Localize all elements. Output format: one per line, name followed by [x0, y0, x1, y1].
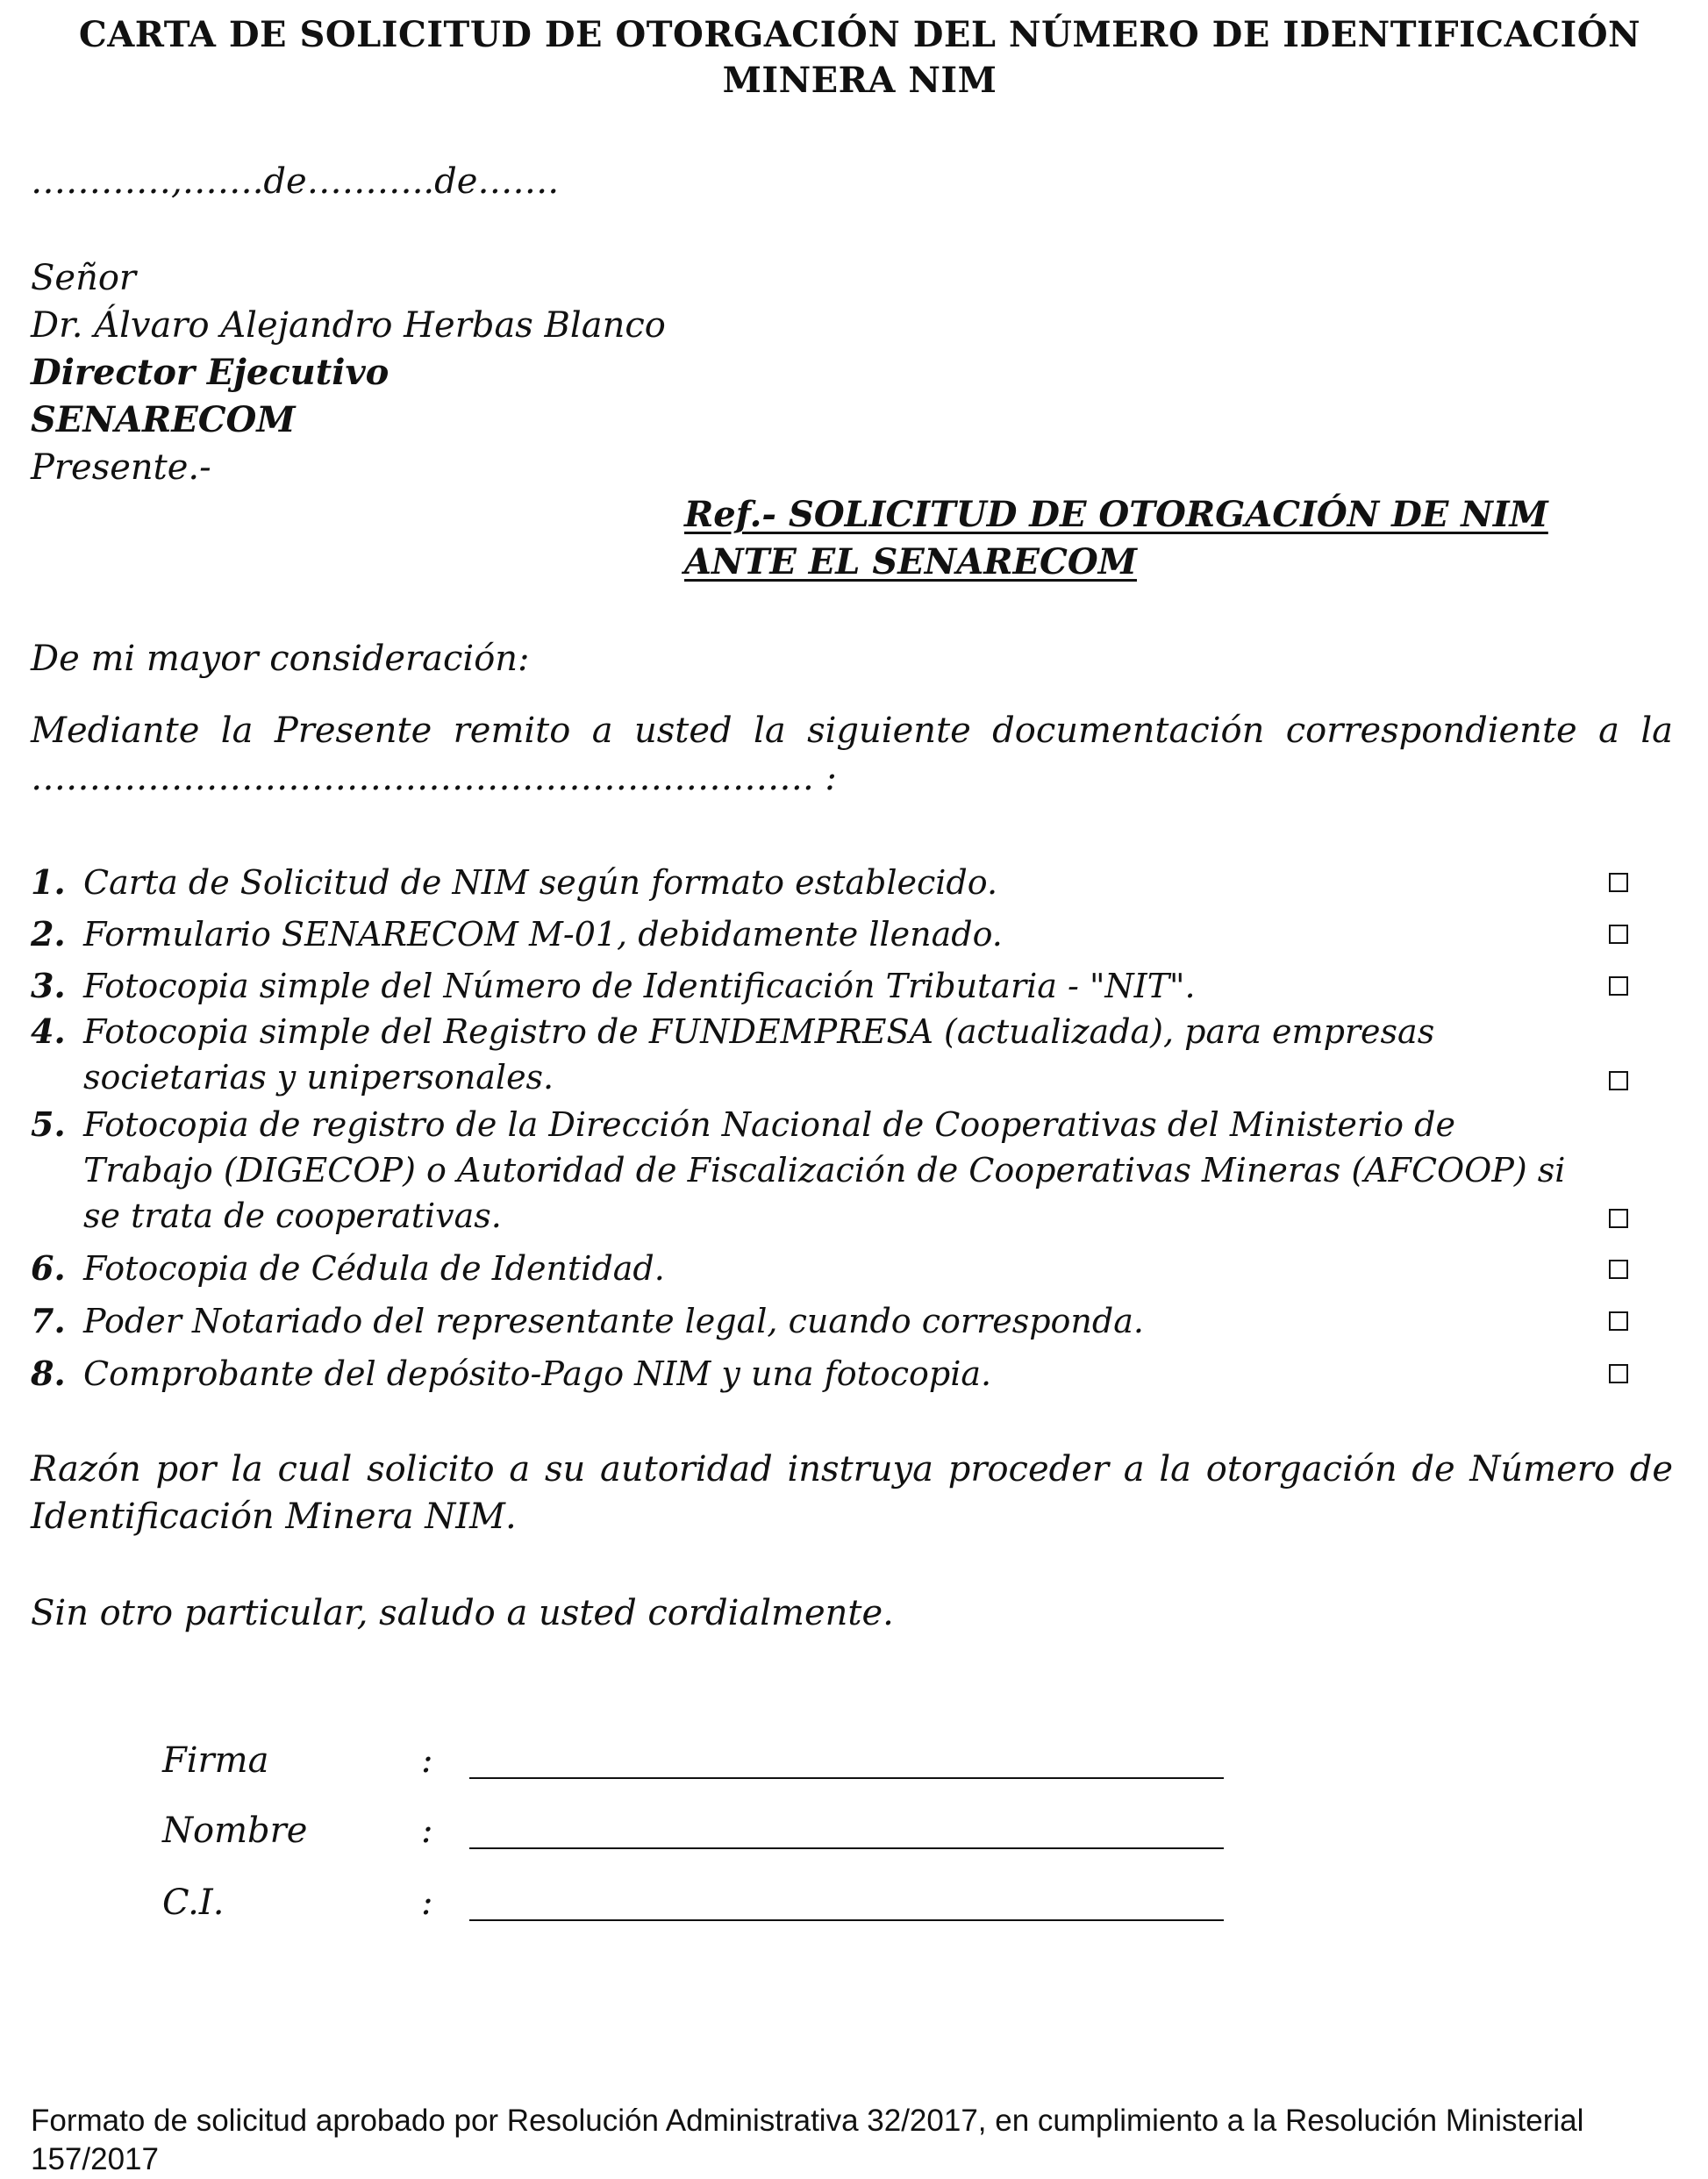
signature-colon: : — [421, 1740, 433, 1781]
checklist-item-text: Fotocopia de Cédula de Identidad. — [83, 1249, 665, 1288]
greeting: De mi mayor consideración: — [31, 639, 530, 679]
ci-label: C.I. — [162, 1883, 225, 1923]
checklist-number: 8. — [31, 1354, 66, 1393]
name-input-line[interactable] — [469, 1847, 1224, 1849]
title-line-1: CARTA DE SOLICITUD DE OTORGACIÓN DEL NÚMERO DE IDENTIFICACIÓN — [78, 14, 1641, 55]
date-line: …………,…….de………..de……. — [31, 161, 560, 202]
recipient-name: Dr. Álvaro Alejandro Herbas Blanco — [31, 305, 666, 346]
checklist-item-text: Comprobante del depósito-Pago NIM y una fotocopia. — [83, 1354, 992, 1393]
checkbox[interactable] — [1609, 1364, 1628, 1383]
checklist-number: 5. — [31, 1104, 66, 1144]
recipient-institution: SENARECOM — [31, 399, 296, 440]
checklist-item-text: Fotocopia simple del Registro de FUNDEMPRESA (actualizada), para empresas societarias y unipersonales. — [83, 1012, 1435, 1097]
ci-colon: : — [421, 1883, 433, 1923]
checklist-item-text: Fotocopia simple del Número de Identificación Tributaria - "NIT". — [83, 967, 1196, 1005]
intro-paragraph: Mediante la Presente remito a usted la siguiente documentación correspondiente a la …………………………………………………………. : — [31, 711, 1673, 798]
farewell-text: Sin otro particular, saludo a usted cordialmente. — [31, 1593, 894, 1633]
checklist-number: 7. — [31, 1301, 66, 1340]
checklist-number: 3. — [31, 966, 66, 1005]
checkbox[interactable] — [1609, 976, 1628, 996]
checklist-item-text: Carta de Solicitud de NIM según formato establecido. — [83, 863, 998, 902]
footer-note: Formato de solicitud aprobado por Resolución Administrativa 32/2017, en cumplimiento a la Resolución Ministerial 157/2017 — [31, 2104, 1584, 2176]
title-line-2: MINERA NIM — [722, 60, 997, 101]
checklist-item-text: Formulario SENARECOM M-01, debidamente llenado. — [83, 915, 1003, 954]
reference-line-2: ANTE EL SENARECOM — [684, 541, 1137, 582]
signature-input-line[interactable] — [469, 1777, 1224, 1779]
reference-block — [684, 491, 1548, 586]
name-label: Nombre — [162, 1811, 308, 1851]
presente-text: Presente.- — [31, 447, 211, 488]
checklist-number: 2. — [31, 914, 66, 954]
document-title — [26, 12, 1693, 104]
checklist-number: 1. — [31, 862, 66, 902]
checkbox[interactable] — [1609, 1071, 1628, 1090]
checklist-number: 4. — [31, 1011, 66, 1051]
checklist-item-text: Poder Notariado del representante legal, cuando corresponda. — [83, 1302, 1144, 1340]
reference-line-1: Ref.- SOLICITUD DE OTORGACIÓN DE NIM — [684, 494, 1548, 535]
ci-input-line[interactable] — [469, 1919, 1224, 1921]
name-colon: : — [421, 1811, 433, 1851]
checkbox[interactable] — [1609, 873, 1628, 892]
checkbox[interactable] — [1609, 925, 1628, 944]
checkbox[interactable] — [1609, 1311, 1628, 1331]
checklist-item-text: Fotocopia de registro de la Dirección Nacional de Cooperativas del Ministerio de Trabajo (DIGECOP) o Autoridad de Fiscalización de Cooperativas Mineras (AFCOOP) si se trata de cooperativas. — [83, 1105, 1566, 1235]
closing-request-paragraph: Razón por la cual solicito a su autoridad instruya proceder a la otorgación de Número de Identificación Minera NIM. — [31, 1449, 1673, 1537]
checkbox[interactable] — [1609, 1260, 1628, 1279]
recipient-position: Director Ejecutivo — [31, 352, 389, 393]
checkbox[interactable] — [1609, 1209, 1628, 1228]
signature-label: Firma — [162, 1740, 269, 1781]
checklist-number: 6. — [31, 1248, 66, 1288]
recipient-salutation: Señor — [31, 258, 137, 298]
